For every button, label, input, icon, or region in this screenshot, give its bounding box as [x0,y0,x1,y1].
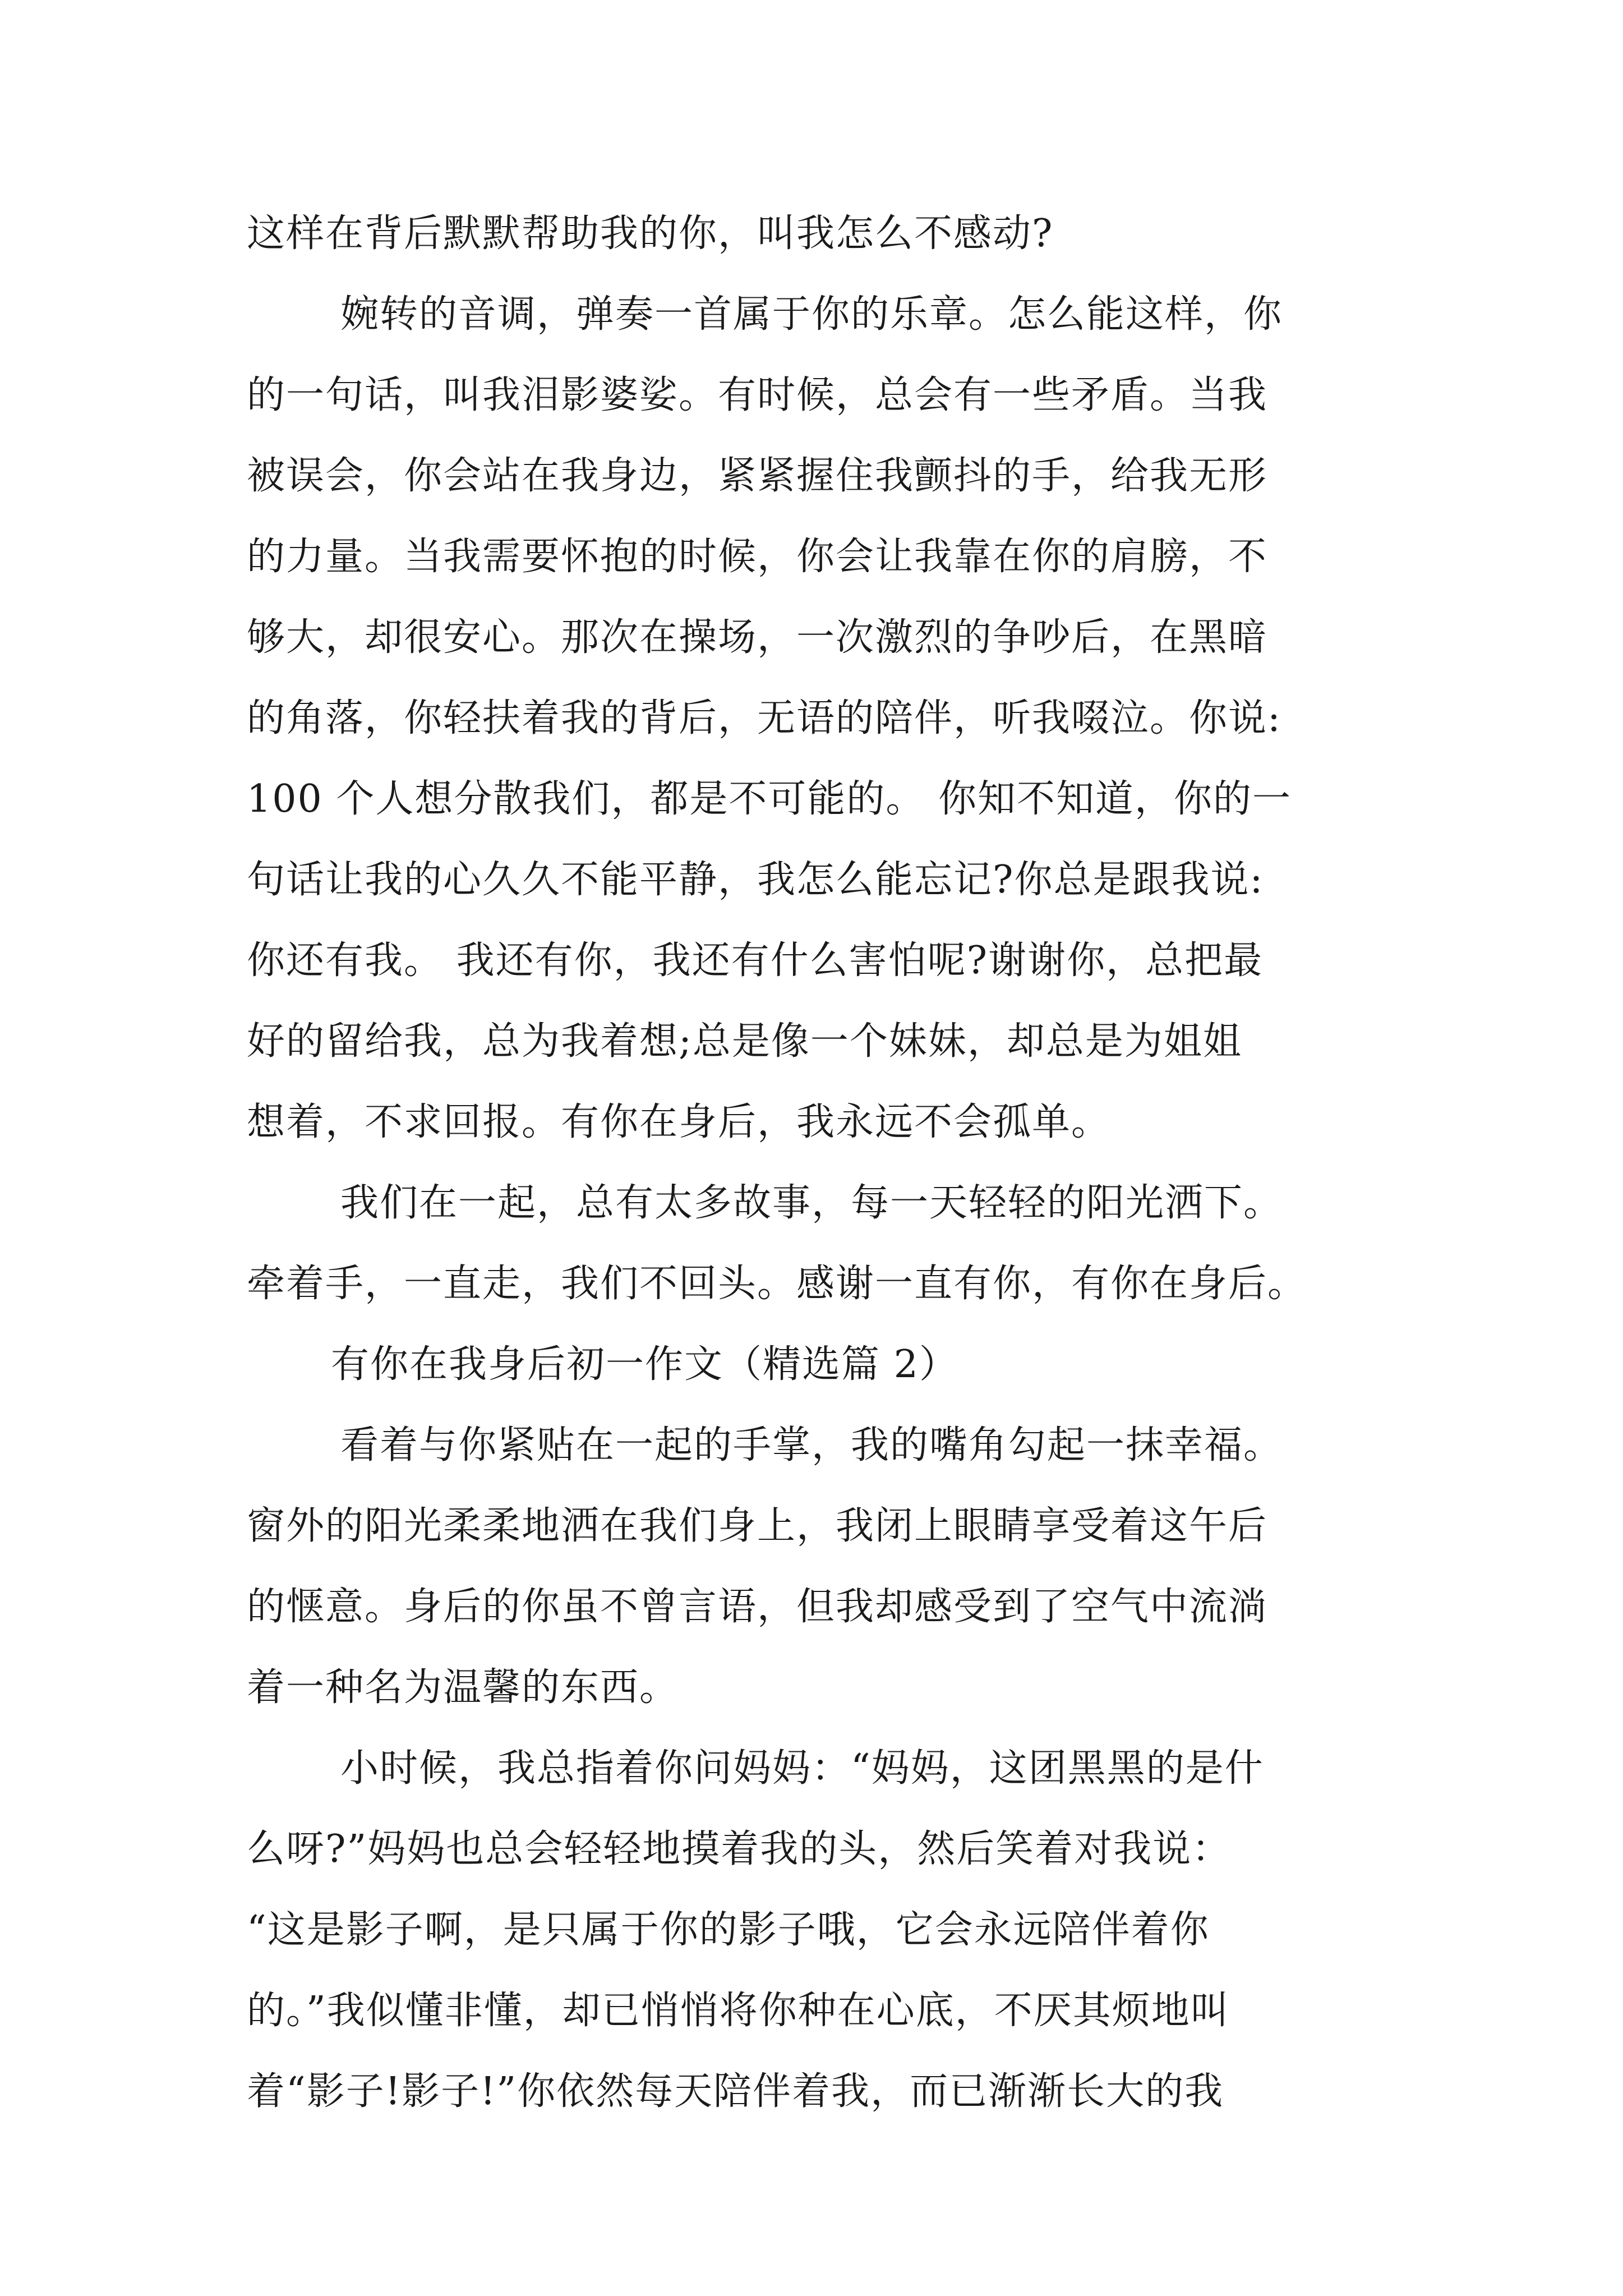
text-line: 的惬意。身后的你虽不曾言语，但我却感受到了空气中流淌 [247,1585,1268,1629]
text-line: 窗外的阳光柔柔地洒在我们身上，我闭上眼睛享受着这午后 [247,1504,1268,1548]
section-heading: 有你在我身后初一作文（精选篇 2） [331,1342,958,1387]
text-line: 着“影子!影子!”你依然每天陪伴着我，而已渐渐长大的我 [247,2069,1224,2114]
text-line: 着一种名为温馨的东西。 [247,1665,679,1710]
text-line: 我们在一起，总有太多故事，每一天轻轻的阳光洒下。 [340,1181,1283,1225]
text-line: 的角落，你轻扶着我的背后，无语的陪伴，听我啜泣。你说: [247,696,1281,740]
text-line: 想着，不求回报。有你在身后，我永远不会孤单。 [247,1100,1111,1144]
text-line: 句话让我的心久久不能平静，我怎么能忘记?你总是跟我说: [247,858,1264,902]
text-line: 么呀?”妈妈也总会轻轻地摸着我的头，然后笑着对我说： [247,1827,1232,1871]
text-line: 小时候，我总指着你问妈妈：“妈妈，这团黑黑的是什 [340,1746,1264,1791]
text-line: 你还有我。 我还有你，我还有什么害怕呢?谢谢你，总把最 [247,938,1264,983]
text-line: 100 个人想分散我们，都是不可能的。 你知不知道，你的一 [247,777,1292,821]
text-line: 够大，却很安心。那次在操场，一次激烈的争吵后，在黑暗 [247,615,1268,660]
text-line: 好的留给我，总为我着想;总是像一个妹妹，却总是为姐姐 [247,1019,1242,1064]
text-line: 这样在背后默默帮助我的你，叫我怎么不感动? [247,211,1054,256]
text-line: 的力量。当我需要怀抱的时候，你会让我靠在你的肩膀，不 [247,535,1268,579]
text-line: 看着与你紧贴在一起的手掌，我的嘴角勾起一抹幸福。 [340,1423,1283,1467]
text-line: 的一句话，叫我泪影婆娑。有时候，总会有一些矛盾。当我 [247,373,1268,417]
text-line: 牵着手，一直走，我们不回头。感谢一直有你，有你在身后。 [247,1262,1307,1306]
text-line: “这是影子啊，是只属于你的影子哦，它会永远陪伴着你 [247,1908,1210,1952]
text-line: 婉转的音调，弹奏一首属于你的乐章。怎么能这样，你 [340,292,1283,337]
text-line: 被误会，你会站在我身边，紧紧握住我颤抖的手，给我无形 [247,454,1268,498]
text-line: 的。”我似懂非懂，却已悄悄将你种在心底，不厌其烦地叫 [247,1989,1230,2033]
